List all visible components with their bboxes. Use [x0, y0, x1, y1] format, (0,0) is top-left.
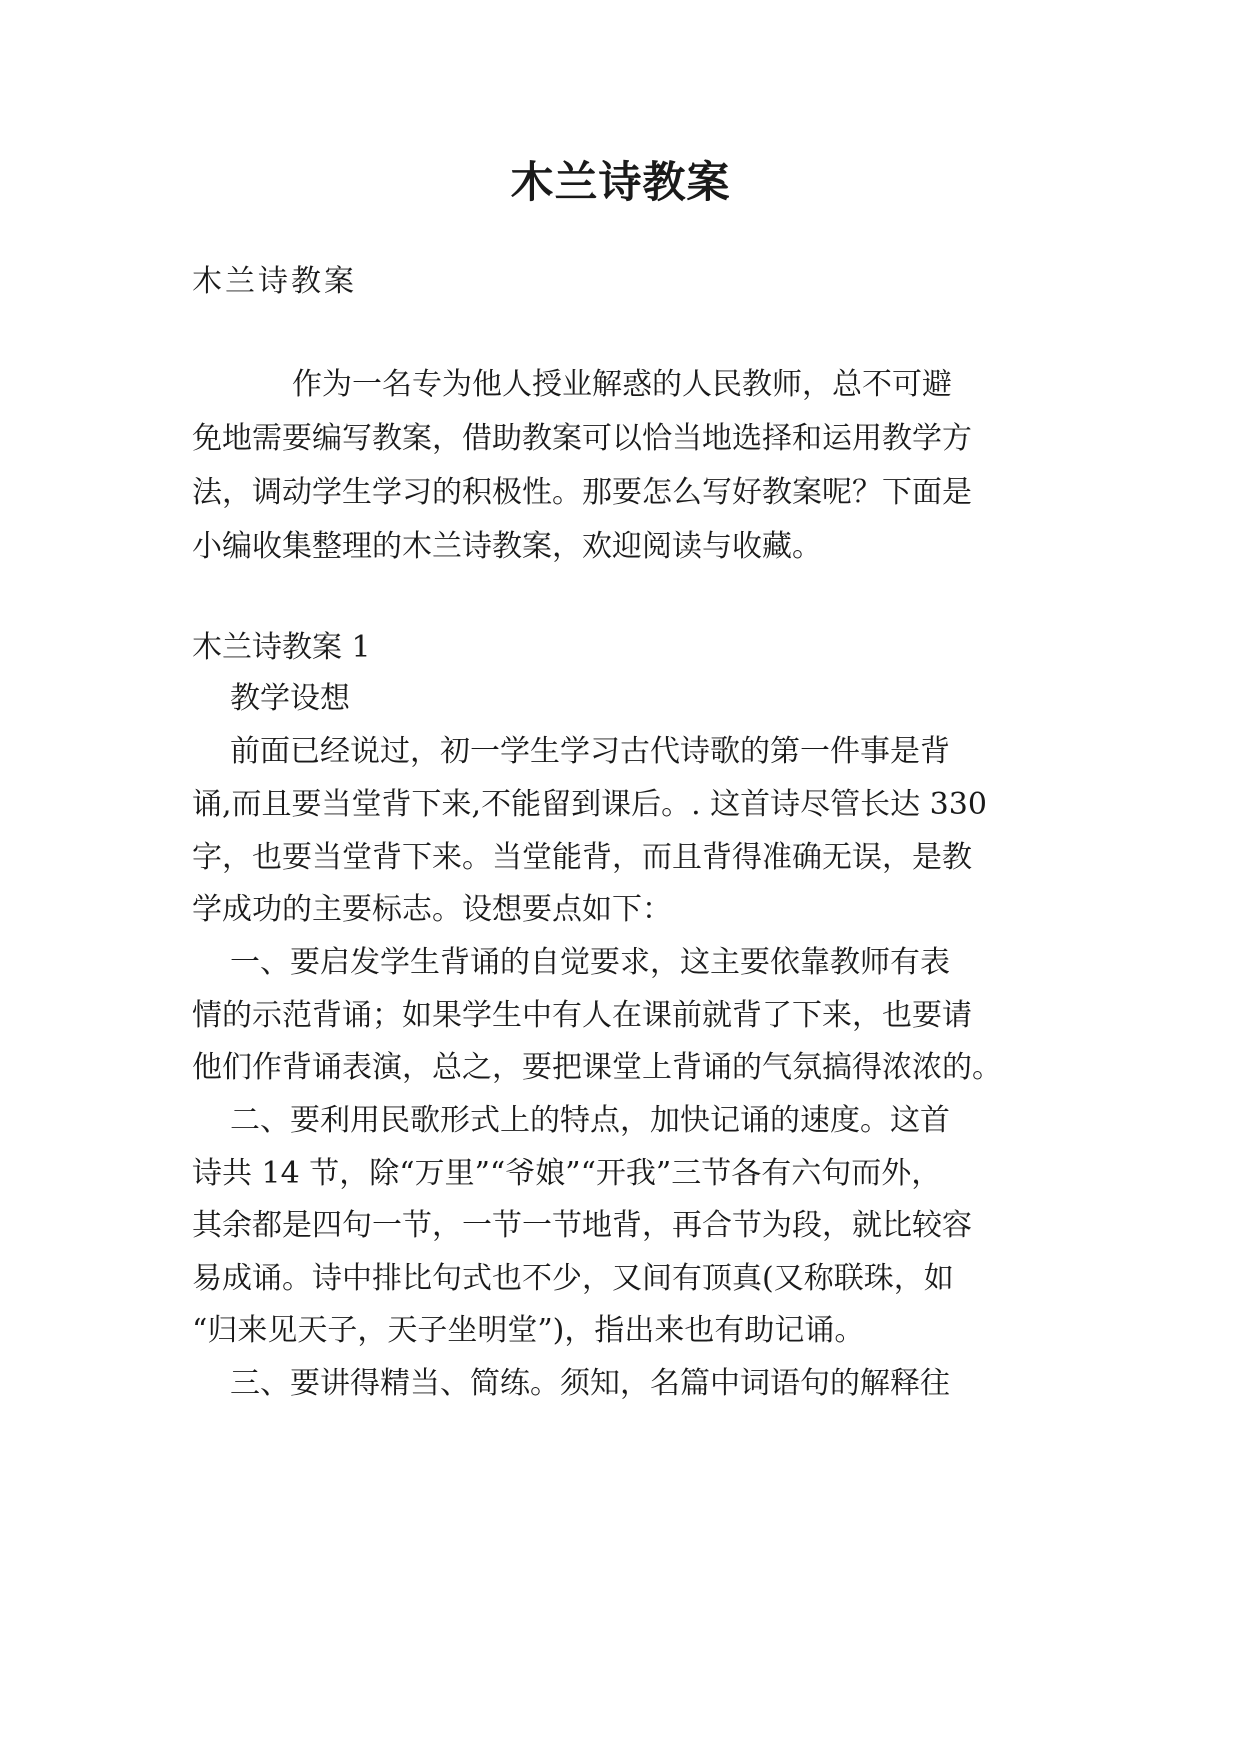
body-line: 其余都是四句一节，一节一节地背，再合节为段，就比较容	[192, 1208, 972, 1243]
body-line: 三、要讲得精当、简练。须知，名篇中词语句的解释往	[230, 1366, 950, 1401]
section-subheading: 教学设想	[230, 681, 350, 716]
intro-line: 作为一名专为他人授业解惑的人民教师，总不可避	[292, 367, 952, 402]
body-line: 诗共 14 节，除“万里”“爷娘”“开我”三节各有六句而外，	[192, 1156, 942, 1191]
section-heading: 木兰诗教案 1	[192, 630, 371, 665]
body-line: 二、要利用民歌形式上的特点，加快记诵的速度。这首	[230, 1103, 950, 1138]
body-line: 一、要启发学生背诵的自觉要求，这主要依靠教师有表	[230, 945, 950, 980]
body-line: 易成诵。诗中排比句式也不少，又间有顶真(又称联珠，如	[192, 1261, 954, 1296]
body-line: 前面已经说过，初一学生学习古代诗歌的第一件事是背	[230, 734, 950, 769]
intro-line: 法，调动学生学习的积极性。那要怎么写好教案呢？下面是	[192, 475, 972, 510]
body-line: 学成功的主要标志。设想要点如下：	[192, 892, 672, 927]
body-line: “归来见天子，天子坐明堂”)，指出来也有助记诵。	[192, 1313, 865, 1348]
document-title: 木兰诗教案	[510, 158, 731, 208]
body-line: 他们作背诵表演，总之，要把课堂上背诵的气氛搞得浓浓的。	[192, 1050, 1002, 1085]
intro-line: 小编收集整理的木兰诗教案，欢迎阅读与收藏。	[192, 529, 822, 564]
body-line: 诵,而且要当堂背下来,不能留到课后。. 这首诗尽管长达 330	[192, 787, 987, 822]
body-line: 字，也要当堂背下来。当堂能背，而且背得准确无误，是教	[192, 840, 972, 875]
intro-line: 免地需要编写教案，借助教案可以恰当地选择和运用教学方	[192, 421, 972, 456]
body-line: 情的示范背诵；如果学生中有人在课前就背了下来，也要请	[192, 998, 972, 1033]
document-subtitle: 木兰诗教案	[192, 264, 357, 299]
